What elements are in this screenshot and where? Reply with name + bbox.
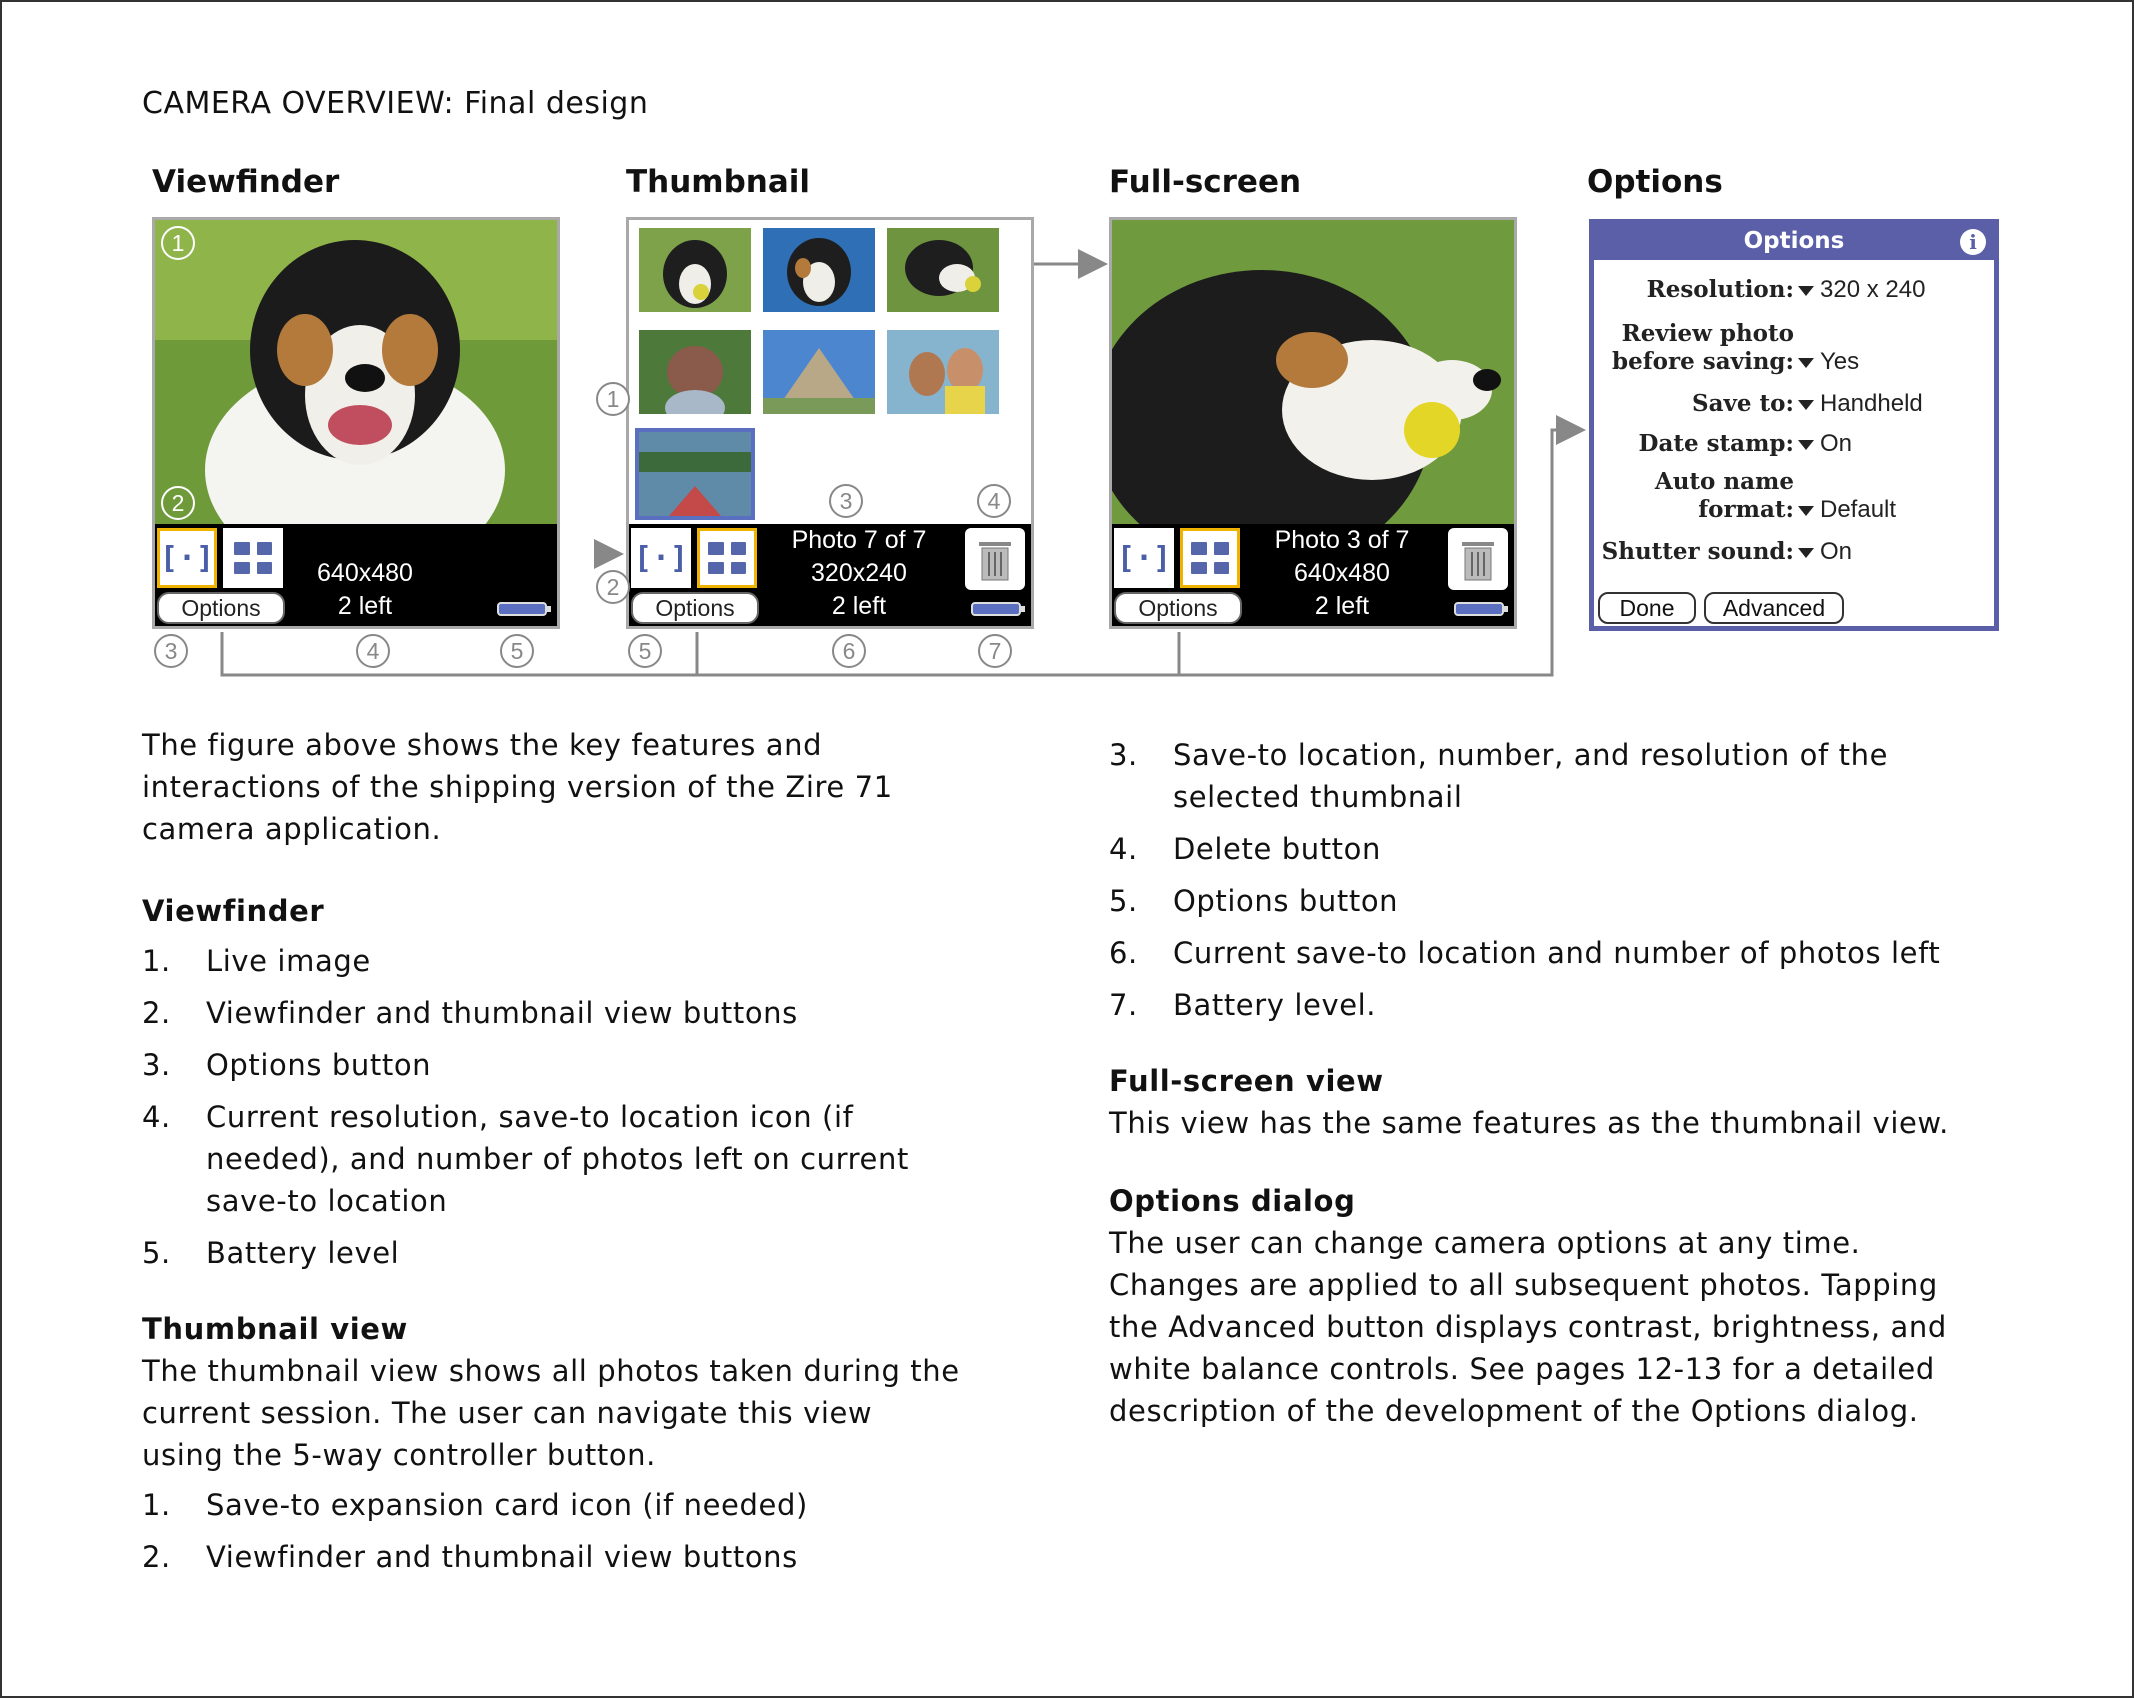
thumbnail-photo-2[interactable] bbox=[763, 228, 875, 312]
advanced-button[interactable]: Advanced bbox=[1704, 592, 1844, 624]
right-column bbox=[1109, 734, 1989, 1432]
photos-left-readout: 2 left bbox=[1314, 592, 1370, 620]
photo-count-readout: Photo 3 of 7 bbox=[1274, 526, 1410, 554]
callout-2: 2 bbox=[596, 570, 630, 604]
dropdown-arrow-icon bbox=[1798, 358, 1814, 368]
viewfinder-list bbox=[142, 940, 962, 1274]
done-button[interactable]: Done bbox=[1598, 592, 1696, 624]
section-label-fullscreen: Full-screen bbox=[1109, 164, 1302, 200]
viewfinder-view-button[interactable]: [·] bbox=[631, 528, 691, 588]
list-item: 3. Options button bbox=[142, 1048, 432, 1082]
list-item: 7. Battery level. bbox=[1109, 988, 1377, 1022]
delete-button[interactable] bbox=[1448, 528, 1508, 590]
fullscreen-photo bbox=[1112, 220, 1514, 524]
thumbnail-photo-7-selected[interactable] bbox=[635, 428, 755, 520]
dropdown-arrow-icon bbox=[1798, 286, 1814, 296]
dropdown-arrow-icon bbox=[1798, 400, 1814, 410]
option-label: Save to: bbox=[1692, 390, 1794, 417]
viewfinder-status-bar bbox=[155, 524, 557, 626]
option-label: Shutter sound: bbox=[1601, 538, 1794, 565]
thumbnail-status-bar bbox=[629, 524, 1031, 626]
callout-2: 2 bbox=[161, 486, 195, 520]
list-item: 3. Save-to location, number, and resolution of the selected thumbnail bbox=[1109, 738, 1889, 814]
dropdown-arrow-icon bbox=[1798, 440, 1814, 450]
photos-left-readout: 2 left bbox=[831, 592, 887, 620]
option-dropdown[interactable]: On bbox=[1798, 538, 1852, 566]
option-row-review-photo bbox=[1594, 320, 1994, 380]
thumbnail-screen bbox=[626, 217, 1034, 629]
list-item: 4. Current resolution, save-to location icon (if needed), and number of photos left on current save-to location bbox=[142, 1100, 909, 1218]
fullscreen-heading: Full-screen view bbox=[1109, 1064, 1384, 1098]
list-item: 5. Battery level bbox=[142, 1236, 400, 1270]
trash-icon bbox=[975, 536, 1015, 582]
list-item: 2. Viewfinder and thumbnail view buttons bbox=[142, 996, 798, 1030]
thumbnail-photo-1[interactable] bbox=[639, 228, 751, 312]
live-image bbox=[155, 220, 557, 524]
fullscreen-screen bbox=[1109, 217, 1517, 629]
section-label-viewfinder: Viewfinder bbox=[152, 164, 340, 200]
list-item: 6. Current save-to location and number of photos left bbox=[1109, 936, 1941, 970]
options-heading: Options dialog bbox=[1109, 1184, 1356, 1218]
viewfinder-view-button[interactable]: [·] bbox=[1114, 528, 1174, 588]
options-paragraph: The user can change camera options at any time. Changes are applied to all subsequent photos. Tapping the Advanced button displays contrast, brightness, and white balance controls. See pages 12-13 for a detailed description of the development of the Options dialog. bbox=[1109, 1226, 1947, 1428]
info-icon[interactable]: i bbox=[1960, 229, 1986, 255]
options-button[interactable]: Options bbox=[1114, 592, 1242, 624]
callout-5: 5 bbox=[500, 634, 534, 668]
resolution-readout: 320x240 bbox=[811, 559, 907, 587]
battery-icon bbox=[971, 602, 1021, 616]
dropdown-arrow-icon bbox=[1798, 548, 1814, 558]
callout-5: 5 bbox=[628, 634, 662, 668]
callout-3: 3 bbox=[154, 634, 188, 668]
thumbnail-view-button[interactable] bbox=[223, 528, 283, 588]
option-dropdown[interactable]: Default bbox=[1798, 496, 1896, 524]
options-button[interactable]: Options bbox=[157, 592, 285, 624]
viewfinder-screen bbox=[152, 217, 560, 629]
thumbnail-photo-5[interactable] bbox=[763, 330, 875, 414]
photos-left-readout: 2 left bbox=[337, 592, 393, 620]
option-label: Auto name format: bbox=[1654, 468, 1794, 523]
thumbnail-list-a bbox=[142, 1484, 962, 1578]
callout-1: 1 bbox=[161, 226, 195, 260]
list-item: 5. Options button bbox=[1109, 884, 1399, 918]
thumbnail-paragraph: The thumbnail view shows all photos taken during the current session. The user can navigate this view using the 5-way controller button. bbox=[142, 1354, 960, 1472]
options-dialog-title: Options bbox=[1594, 224, 1994, 260]
thumbnail-photo-4[interactable] bbox=[639, 330, 751, 414]
option-dropdown[interactable]: Handheld bbox=[1798, 390, 1923, 418]
thumbnail-list-b bbox=[1109, 734, 1989, 1026]
fullscreen-status-bar bbox=[1112, 524, 1514, 626]
callout-1: 1 bbox=[596, 382, 630, 416]
thumbnail-photo-6[interactable] bbox=[887, 330, 999, 414]
resolution-readout: 640x480 bbox=[1294, 559, 1390, 587]
thumbnail-heading: Thumbnail view bbox=[142, 1312, 408, 1346]
thumbnail-view-button[interactable] bbox=[697, 528, 757, 588]
battery-icon bbox=[497, 602, 547, 616]
option-label: Review photo before saving: bbox=[1612, 320, 1794, 375]
callout-4: 4 bbox=[977, 484, 1011, 518]
list-item: 4. Delete button bbox=[1109, 832, 1381, 866]
section-label-options: Options bbox=[1587, 164, 1723, 200]
intro-paragraph: The figure above shows the key features and interactions of the shipping version of the Zire 71 camera application. bbox=[142, 728, 893, 846]
viewfinder-view-button[interactable]: [·] bbox=[157, 528, 217, 588]
list-item: 1. Save-to expansion card icon (if needed) bbox=[142, 1488, 808, 1522]
left-column bbox=[142, 724, 962, 1588]
page-title: CAMERA OVERVIEW: Final design bbox=[142, 86, 649, 121]
callout-6: 6 bbox=[832, 634, 866, 668]
resolution-readout: 640x480 bbox=[317, 559, 413, 587]
callout-4: 4 bbox=[356, 634, 390, 668]
options-button[interactable]: Options bbox=[631, 592, 759, 624]
dropdown-arrow-icon bbox=[1798, 506, 1814, 516]
callout-7: 7 bbox=[978, 634, 1012, 668]
delete-button[interactable] bbox=[965, 528, 1025, 590]
option-dropdown[interactable]: 320 x 240 bbox=[1798, 276, 1925, 304]
option-dropdown[interactable]: Yes bbox=[1798, 348, 1859, 376]
options-dialog bbox=[1589, 219, 1999, 631]
list-item: 1. Live image bbox=[142, 944, 371, 978]
option-dropdown[interactable]: On bbox=[1798, 430, 1852, 458]
callout-3: 3 bbox=[829, 484, 863, 518]
thumbnail-grid-icon bbox=[706, 540, 748, 576]
thumbnail-grid-icon bbox=[232, 540, 274, 576]
battery-icon bbox=[1454, 602, 1504, 616]
section-label-thumbnail: Thumbnail bbox=[626, 164, 811, 200]
option-label: Resolution: bbox=[1646, 276, 1794, 303]
thumbnail-photo-3[interactable] bbox=[887, 228, 999, 312]
option-label: Date stamp: bbox=[1638, 430, 1794, 457]
option-row-auto-name bbox=[1594, 468, 1994, 528]
photo-count-readout: Photo 7 of 7 bbox=[791, 526, 927, 554]
viewfinder-heading: Viewfinder bbox=[142, 894, 325, 928]
fullscreen-paragraph: This view has the same features as the thumbnail view. bbox=[1109, 1106, 1949, 1140]
trash-icon bbox=[1458, 536, 1498, 582]
list-item: 2. Viewfinder and thumbnail view buttons bbox=[142, 1540, 798, 1574]
thumbnail-view-button[interactable] bbox=[1180, 528, 1240, 588]
thumbnail-grid-icon bbox=[1189, 540, 1231, 576]
